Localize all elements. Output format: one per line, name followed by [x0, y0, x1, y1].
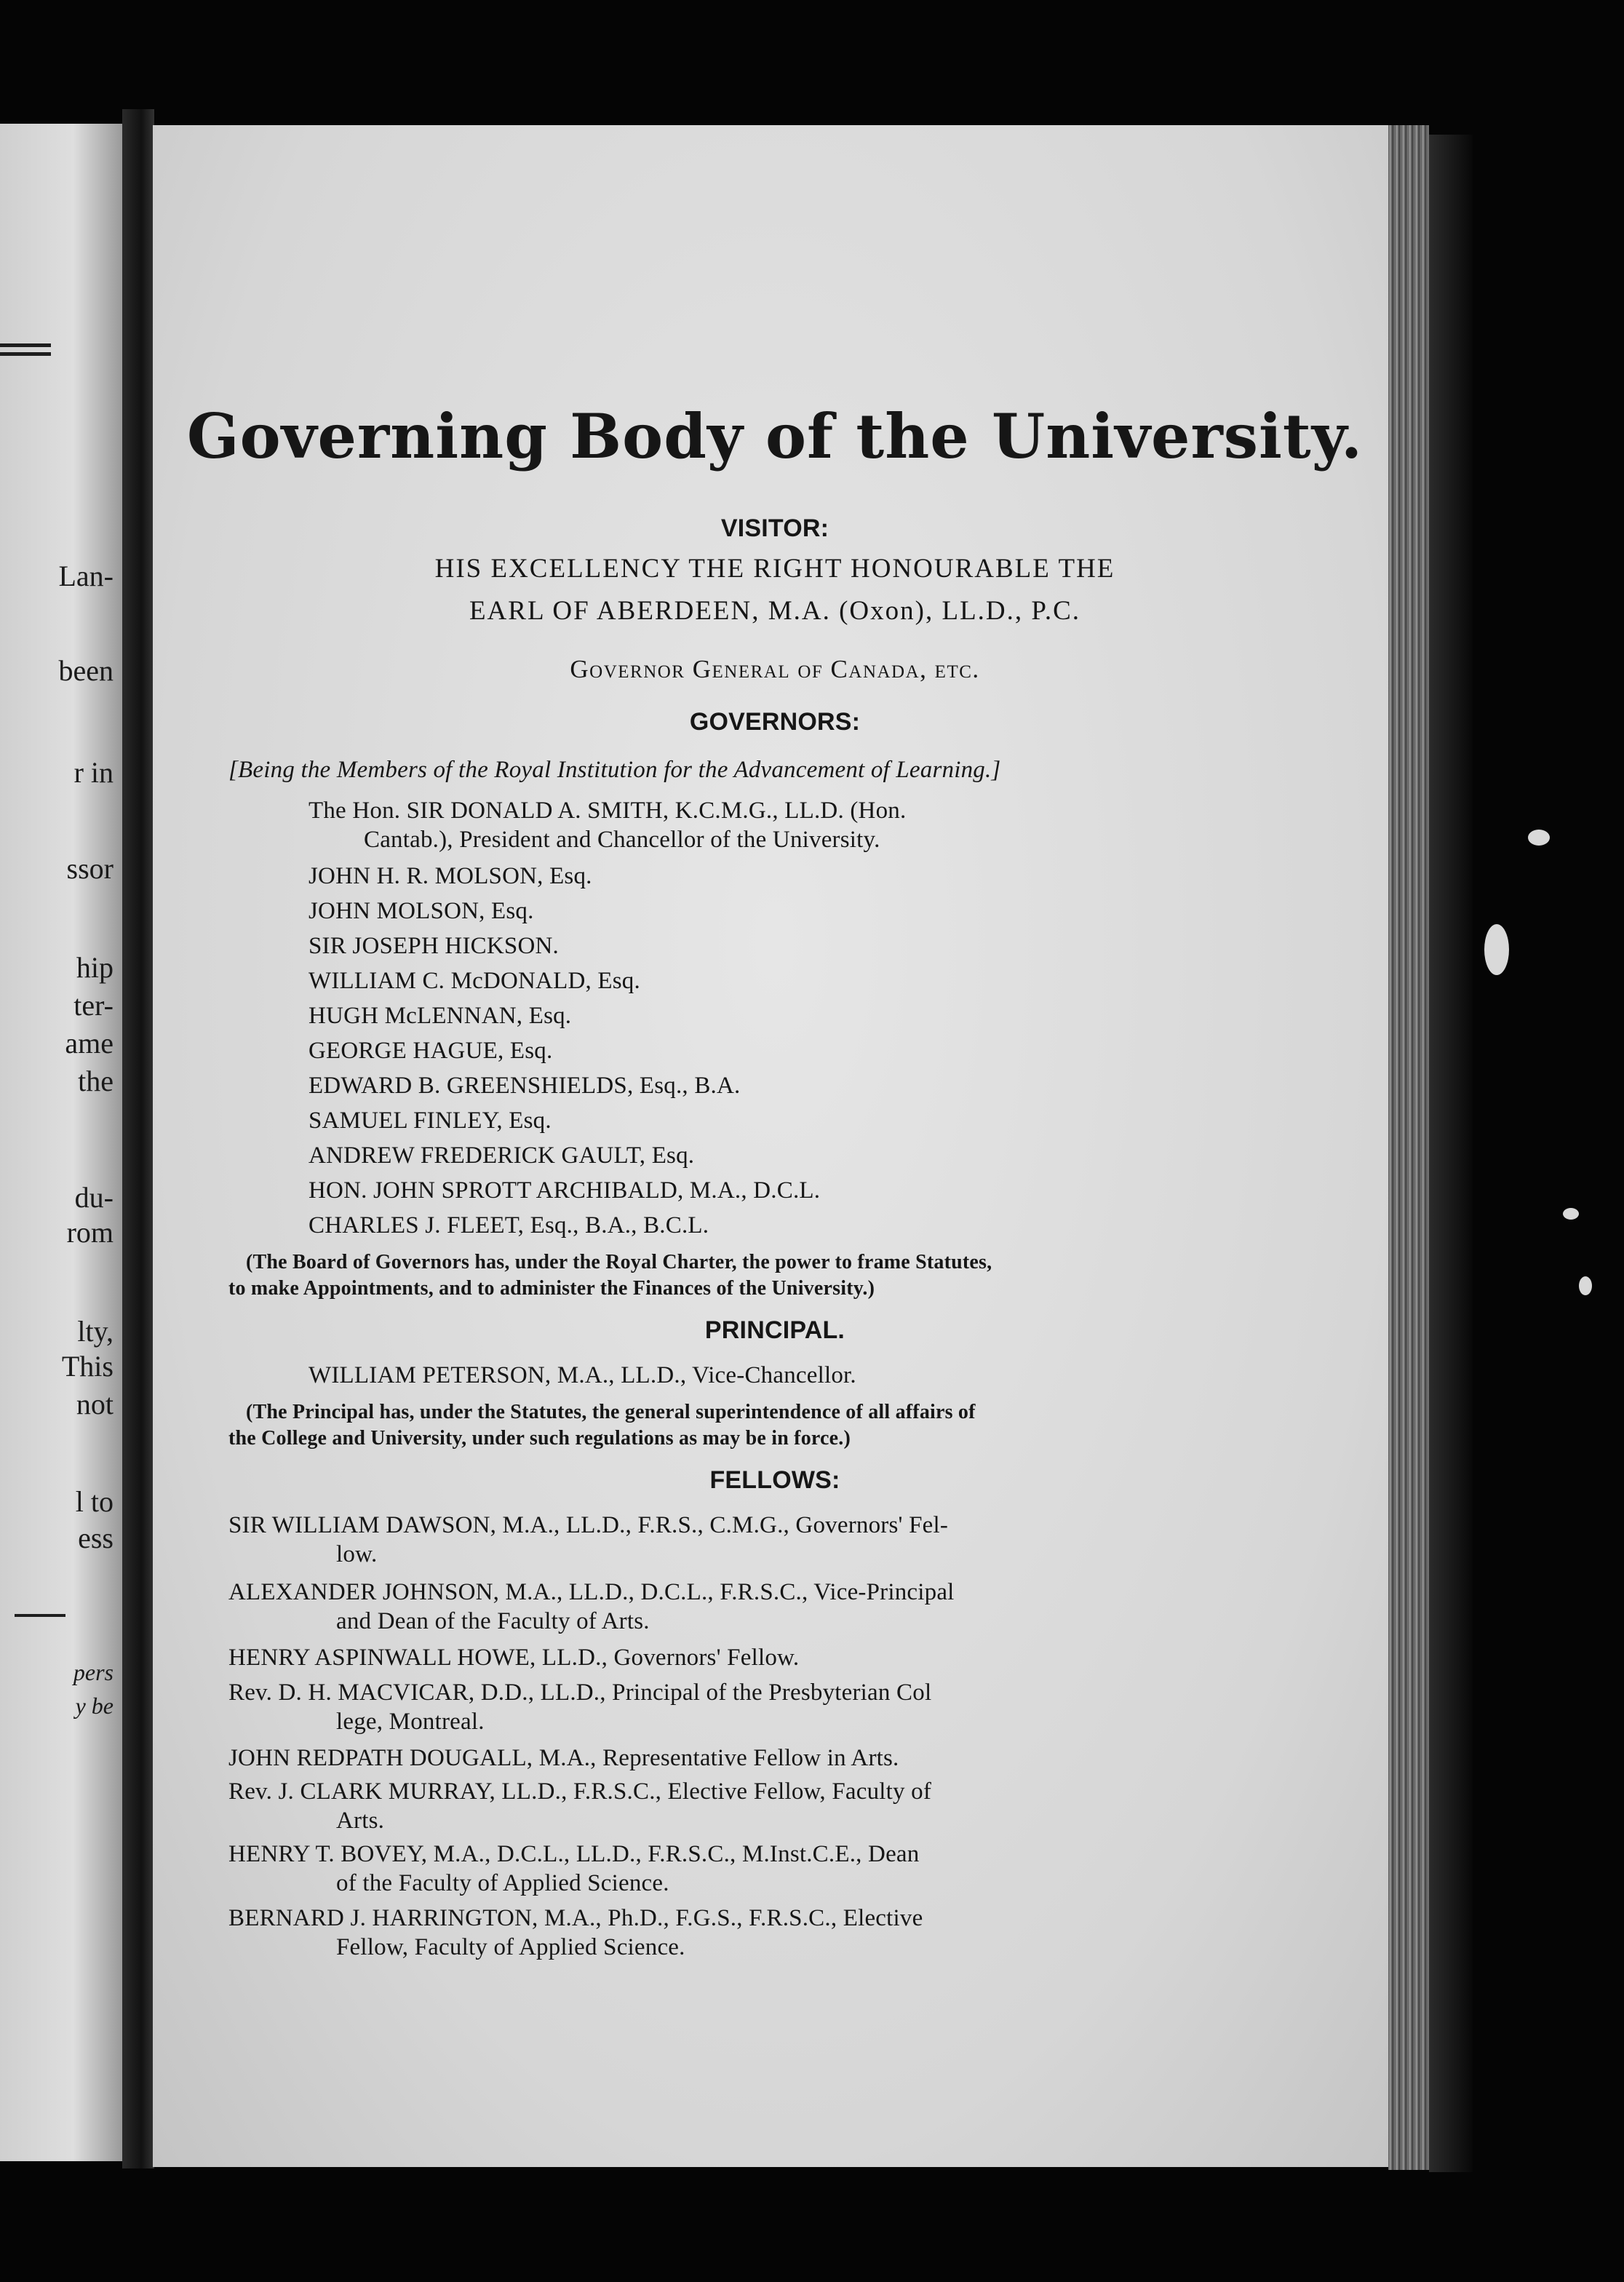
fellow-entry: JOHN REDPATH DOUGALL, M.A., Representative Fellow in Arts. — [228, 1745, 899, 1771]
governors-heading: GOVERNORS: — [689, 708, 861, 736]
fellow-entry: Arts. — [336, 1808, 385, 1834]
governor-entry: ANDREW FREDERICK GAULT, Esq. — [309, 1142, 695, 1169]
text-fragment: rom — [66, 1216, 114, 1249]
governors-note: [Being the Members of the Royal Institution for the Advancement of Learning.] — [228, 757, 1001, 783]
background-speck — [1528, 830, 1550, 846]
fellows-heading: FELLOWS: — [709, 1466, 840, 1494]
principal-footnote: the College and University, under such regulations as may be in force.) — [228, 1427, 851, 1450]
principal-heading: PRINCIPAL. — [704, 1316, 845, 1344]
text-fragment: ess — [78, 1522, 114, 1554]
governor-entry: HUGH McLENNAN, Esq. — [309, 1003, 572, 1029]
fellow-entry: Fellow, Faculty of Applied Science. — [336, 1934, 685, 1960]
fellow-entry: Rev. J. CLARK MURRAY, LL.D., F.R.S.C., Elective Fellow, Faculty of — [228, 1778, 932, 1805]
fellow-entry: HENRY T. BOVEY, M.A., D.C.L., LL.D., F.R.S.C., M.Inst.C.E., Dean — [228, 1841, 920, 1867]
background-speck — [1563, 1208, 1579, 1220]
principal-name: WILLIAM PETERSON, M.A., LL.D., Vice-Chancellor. — [309, 1362, 856, 1388]
visitor-line: HIS EXCELLENCY THE RIGHT HONOURABLE THE — [434, 554, 1115, 584]
governor-entry: WILLIAM C. McDONALD, Esq. — [309, 968, 640, 994]
text-fragment: the — [78, 1065, 114, 1097]
fellow-entry: Rev. D. H. MACVICAR, D.D., LL.D., Principal of the Presbyterian Col — [228, 1679, 932, 1706]
governor-entry: Cantab.), President and Chancellor of the University. — [364, 827, 880, 853]
divider-rule — [0, 343, 51, 347]
text-fragment: l to — [75, 1485, 114, 1518]
governors-footnote: to make Appointments, and to administer the Finances of the University.) — [228, 1277, 875, 1300]
text-fragment: y be — [75, 1693, 114, 1719]
text-fragment: ame — [65, 1027, 114, 1060]
text-fragment: lty, — [77, 1315, 114, 1348]
governor-entry: JOHN MOLSON, Esq. — [309, 898, 534, 924]
governor-entry: SAMUEL FINLEY, Esq. — [309, 1108, 552, 1134]
fellow-entry: lege, Montreal. — [336, 1709, 485, 1735]
text-fragment: r in — [73, 756, 114, 789]
text-fragment: This — [61, 1350, 114, 1383]
text-fragment: not — [76, 1388, 114, 1420]
text-fragment: hip — [76, 951, 114, 984]
text-fragment: du- — [74, 1181, 114, 1214]
governor-entry: CHARLES J. FLEET, Esq., B.A., B.C.L. — [309, 1212, 709, 1239]
text-fragment: been — [58, 654, 114, 687]
principal-footnote: (The Principal has, under the Statutes, the general superintendence of all affairs of — [246, 1401, 976, 1423]
text-fragment: pers — [73, 1659, 114, 1685]
fellow-entry: HENRY ASPINWALL HOWE, LL.D., Governors' Fellow. — [228, 1645, 800, 1671]
document-page — [153, 125, 1397, 2167]
page-title: Governing Body of the University. — [186, 400, 1364, 472]
visitor-heading: VISITOR: — [720, 514, 829, 542]
visitor-title: Governor General of Canada, etc. — [570, 655, 980, 683]
background-speck — [1579, 1276, 1592, 1295]
background-speck — [1484, 924, 1509, 975]
fellow-entry: low. — [336, 1541, 378, 1567]
divider-rule — [15, 1614, 65, 1617]
text-fragment: Lan- — [58, 560, 114, 592]
governor-entry: The Hon. SIR DONALD A. SMITH, K.C.M.G., LL.D. (Hon. — [309, 798, 907, 824]
text-fragment: ssor — [66, 852, 114, 885]
fellow-entry: BERNARD J. HARRINGTON, M.A., Ph.D., F.G.S., F.R.S.C., Elective — [228, 1905, 923, 1931]
text-fragment: ter- — [73, 989, 114, 1022]
fellow-entry: and Dean of the Faculty of Arts. — [336, 1608, 650, 1634]
fellow-entry: SIR WILLIAM DAWSON, M.A., LL.D., F.R.S., C.M.G., Governors' Fel- — [228, 1512, 949, 1538]
governors-footnote: (The Board of Governors has, under the Royal Charter, the power to frame Statutes, — [246, 1251, 992, 1273]
page-stack-edge — [1388, 125, 1429, 2170]
page-shadow — [1429, 135, 1473, 2172]
fellow-entry: ALEXANDER JOHNSON, M.A., LL.D., D.C.L., F.R.S.C., Vice-Principal — [228, 1579, 955, 1605]
book-gutter — [122, 109, 154, 2168]
previous-page-fragment — [0, 124, 122, 2161]
divider-rule — [0, 352, 51, 356]
governor-entry: JOHN H. R. MOLSON, Esq. — [309, 863, 592, 889]
governor-entry: GEORGE HAGUE, Esq. — [309, 1038, 553, 1064]
fellow-entry: of the Faculty of Applied Science. — [336, 1870, 669, 1896]
governor-entry: SIR JOSEPH HICKSON. — [309, 933, 559, 959]
governor-entry: EDWARD B. GREENSHIELDS, Esq., B.A. — [309, 1073, 741, 1099]
governor-entry: HON. JOHN SPROTT ARCHIBALD, M.A., D.C.L. — [309, 1177, 821, 1204]
visitor-line: EARL OF ABERDEEN, M.A. (Oxon), LL.D., P.C. — [469, 596, 1081, 626]
